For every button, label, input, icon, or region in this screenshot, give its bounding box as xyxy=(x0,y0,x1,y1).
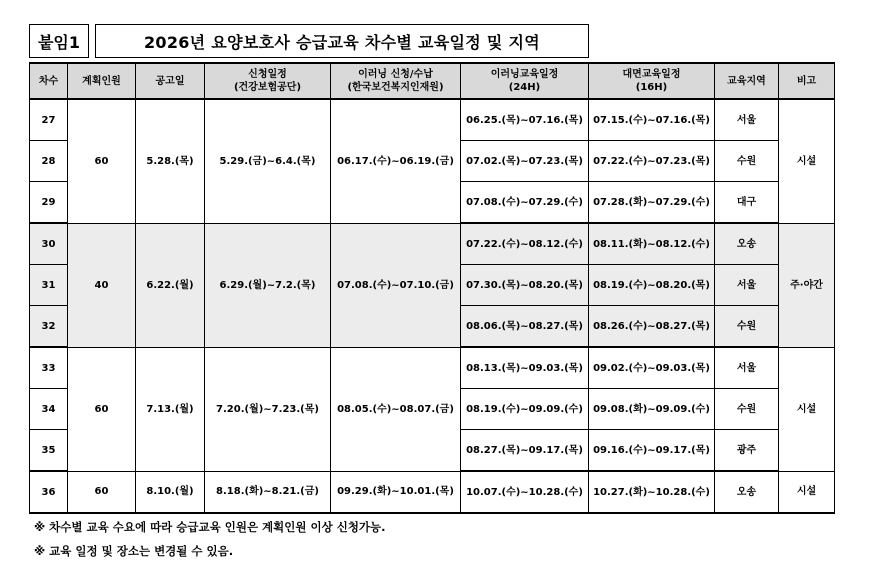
round-cell: 31 xyxy=(30,265,68,306)
column-header xyxy=(331,63,461,99)
column-header-label: 계획인원 xyxy=(82,75,121,87)
region-cell: 서울 xyxy=(715,347,779,389)
document-title: 2026년 요양보호사 승급교육 차수별 교육일정 및 지역 xyxy=(95,24,589,58)
column-header-label: 이러닝교육일정 xyxy=(490,69,559,80)
application-period-cell: 7.20.(월)~7.23.(목) xyxy=(205,347,331,471)
table-row xyxy=(30,347,835,389)
region-cell: 오송 xyxy=(715,471,779,513)
planned-count-cell: 60 xyxy=(68,347,136,471)
elearning-payment-cell: 07.08.(수)~07.10.(금) xyxy=(331,223,461,347)
round-cell: 32 xyxy=(30,306,68,348)
notes xyxy=(34,515,386,563)
region-cell: 서울 xyxy=(715,99,779,141)
elearning-schedule-cell: 08.13.(목)~09.03.(목) xyxy=(461,347,589,389)
inperson-schedule-cell: 07.15.(수)~07.16.(목) xyxy=(589,99,715,141)
elearning-schedule-cell: 06.25.(목)~07.16.(목) xyxy=(461,99,589,141)
inperson-schedule-cell: 10.27.(화)~10.28.(수) xyxy=(589,471,715,513)
region-cell: 수원 xyxy=(715,306,779,348)
round-cell: 28 xyxy=(30,141,68,182)
table-header-row xyxy=(30,63,835,99)
inperson-schedule-cell: 09.16.(수)~09.17.(목) xyxy=(589,430,715,472)
table-body xyxy=(30,99,835,513)
elearning-payment-cell: 09.29.(화)~10.01.(목) xyxy=(331,471,461,513)
round-cell: 34 xyxy=(30,389,68,430)
column-header xyxy=(205,63,331,99)
column-header xyxy=(589,63,715,99)
table-row xyxy=(30,223,835,265)
column-header xyxy=(715,63,779,99)
column-header-label: 대면교육일정 xyxy=(622,69,681,80)
column-header xyxy=(136,63,205,99)
region-cell: 서울 xyxy=(715,265,779,306)
elearning-payment-cell: 06.17.(수)~06.19.(금) xyxy=(331,99,461,223)
inperson-schedule-cell: 08.26.(수)~08.27.(목) xyxy=(589,306,715,348)
note-capacity: ※ 차수별 교육 수요에 따라 승급교육 인원은 계획인원 이상 신청가능. xyxy=(34,520,386,534)
column-header-sublabel: (한국보건복지인재원) xyxy=(347,82,444,93)
region-cell: 수원 xyxy=(715,141,779,182)
elearning-schedule-cell: 10.07.(수)~10.28.(수) xyxy=(461,471,589,513)
column-header-sublabel: (24H) xyxy=(508,82,541,93)
column-header-sublabel: (16H) xyxy=(635,82,668,93)
notice-date-cell: 6.22.(월) xyxy=(136,223,205,347)
column-header-label: 비고 xyxy=(796,75,817,87)
application-period-cell: 8.18.(화)~8.21.(금) xyxy=(205,471,331,513)
remark-cell: 시설 xyxy=(779,347,835,471)
column-header xyxy=(30,63,68,99)
elearning-schedule-cell: 07.30.(목)~08.20.(목) xyxy=(461,265,589,306)
inperson-schedule-cell: 07.22.(수)~07.23.(목) xyxy=(589,141,715,182)
inperson-schedule-cell: 09.02.(수)~09.03.(목) xyxy=(589,347,715,389)
inperson-schedule-cell: 09.08.(화)~09.09.(수) xyxy=(589,389,715,430)
elearning-payment-cell: 08.05.(수)~08.07.(금) xyxy=(331,347,461,471)
elearning-schedule-cell: 08.06.(목)~08.27.(목) xyxy=(461,306,589,348)
region-cell: 수원 xyxy=(715,389,779,430)
column-header xyxy=(461,63,589,99)
notice-date-cell: 5.28.(목) xyxy=(136,99,205,223)
inperson-schedule-cell: 07.28.(화)~07.29.(수) xyxy=(589,182,715,224)
round-cell: 30 xyxy=(30,223,68,265)
column-header-label: 이러닝 신청/수납 xyxy=(358,69,433,80)
application-period-cell: 5.29.(금)~6.4.(목) xyxy=(205,99,331,223)
planned-count-cell: 60 xyxy=(68,99,136,223)
note-change: ※ 교육 일정 및 장소는 변경될 수 있음. xyxy=(34,544,234,558)
round-cell: 29 xyxy=(30,182,68,224)
column-header-label: 차수 xyxy=(38,75,59,87)
region-cell: 오송 xyxy=(715,223,779,265)
round-cell: 35 xyxy=(30,430,68,472)
elearning-schedule-cell: 07.08.(수)~07.29.(수) xyxy=(461,182,589,224)
title-row xyxy=(29,24,589,58)
column-header-sublabel: (건강보험공단) xyxy=(233,82,302,93)
region-cell: 대구 xyxy=(715,182,779,224)
column-header-label: 교육지역 xyxy=(727,75,766,87)
elearning-schedule-cell: 08.27.(목)~09.17.(목) xyxy=(461,430,589,472)
table-row xyxy=(30,99,835,141)
application-period-cell: 6.29.(월)~7.2.(목) xyxy=(205,223,331,347)
attachment-tag: 붙임1 xyxy=(29,24,89,58)
planned-count-cell: 60 xyxy=(68,471,136,513)
round-cell: 27 xyxy=(30,99,68,141)
table-row xyxy=(30,471,835,513)
remark-cell: 시설 xyxy=(779,99,835,223)
elearning-schedule-cell: 07.22.(수)~08.12.(수) xyxy=(461,223,589,265)
planned-count-cell: 40 xyxy=(68,223,136,347)
notice-date-cell: 8.10.(월) xyxy=(136,471,205,513)
schedule-table xyxy=(29,62,835,514)
notice-date-cell: 7.13.(월) xyxy=(136,347,205,471)
inperson-schedule-cell: 08.19.(수)~08.20.(목) xyxy=(589,265,715,306)
elearning-schedule-cell: 08.19.(수)~09.09.(수) xyxy=(461,389,589,430)
column-header-label: 공고일 xyxy=(155,75,185,87)
column-header-label: 신청일정 xyxy=(248,69,287,80)
column-header xyxy=(68,63,136,99)
region-cell: 광주 xyxy=(715,430,779,472)
remark-cell: 주·야간 xyxy=(779,223,835,347)
round-cell: 33 xyxy=(30,347,68,389)
elearning-schedule-cell: 07.02.(목)~07.23.(목) xyxy=(461,141,589,182)
column-header xyxy=(779,63,835,99)
round-cell: 36 xyxy=(30,471,68,513)
remark-cell: 시설 xyxy=(779,471,835,513)
inperson-schedule-cell: 08.11.(화)~08.12.(수) xyxy=(589,223,715,265)
